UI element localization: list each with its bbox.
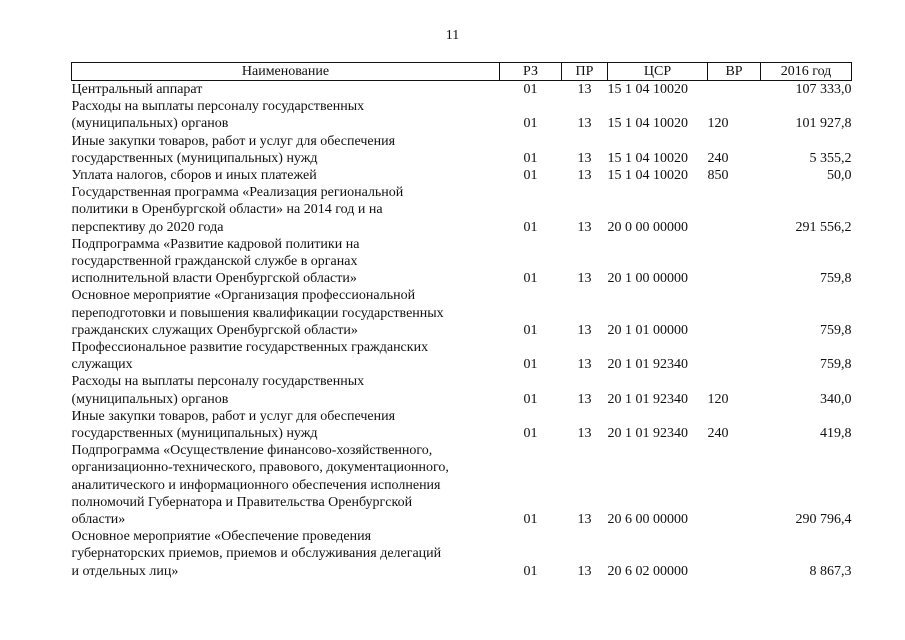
row-name-line: полномочий Губернатора и Правительства Оренбургской <box>71 494 413 510</box>
row-pr: 13 <box>577 322 592 338</box>
row-amount: 759,8 <box>820 322 852 338</box>
row-name-line: Уплата налогов, сборов и иных платежей <box>71 168 317 184</box>
row-name-line: государственных (муниципальных) нужд <box>71 426 318 442</box>
row-rz: 01 <box>523 391 538 407</box>
row-name-line: (муниципальных) органов <box>71 116 229 132</box>
row-amount: 290 796,4 <box>795 512 852 528</box>
row-amount: 340,0 <box>820 391 852 407</box>
row-rz: 01 <box>523 357 538 373</box>
row-csr: 20 6 02 00000 <box>607 563 688 579</box>
row-csr: 20 6 00 00000 <box>607 512 688 528</box>
row-pr: 13 <box>577 426 592 442</box>
row-name <box>72 442 500 528</box>
row-name-line: Профессиональное развитие государственных гражданских <box>71 340 429 356</box>
row-name-line: (муниципальных) органов <box>71 391 229 407</box>
column-header-pr: ПР <box>562 63 608 81</box>
row-vr: 240 <box>707 426 729 442</box>
row-name-line: губернаторских приемов, приемов и обслуживания делегаций <box>71 546 442 562</box>
row-amount: 5 355,2 <box>809 150 852 166</box>
row-csr: 15 1 04 10020 <box>607 116 688 132</box>
row-name-line: Государственная программа «Реализация региональной <box>71 185 404 201</box>
row-name-line: Расходы на выплаты персоналу государственных <box>71 99 365 115</box>
row-csr: 20 1 00 00000 <box>607 271 688 287</box>
row-name-line: переподготовки и повышения квалификации государственных <box>71 305 444 321</box>
row-vr: 120 <box>707 391 729 407</box>
row-name-line: Основное мероприятие «Организация профессиональной <box>71 288 416 304</box>
row-pr: 13 <box>577 116 592 132</box>
table-body <box>72 81 852 580</box>
row-name-line: Основное мероприятие «Обеспечение проведения <box>71 529 372 545</box>
row-csr: 20 1 01 92340 <box>607 391 688 407</box>
row-amount: 759,8 <box>820 271 852 287</box>
row-rz: 01 <box>523 168 538 184</box>
row-rz: 01 <box>523 426 538 442</box>
row-vr: 240 <box>707 150 729 166</box>
row-amount: 107 333,0 <box>795 82 852 97</box>
row-amount: 8 867,3 <box>809 563 852 579</box>
row-amount: 419,8 <box>820 426 852 442</box>
table-row <box>72 184 852 236</box>
row-rz: 01 <box>523 322 538 338</box>
row-amount: 50,0 <box>827 168 852 184</box>
budget-table <box>71 62 852 580</box>
row-name-line: Подпрограмма «Развитие кадровой политики на <box>71 236 360 252</box>
table-row <box>72 81 852 99</box>
row-name <box>72 167 500 184</box>
row-rz: 01 <box>523 512 538 528</box>
row-vr <box>708 442 761 528</box>
row-csr: 20 1 01 92340 <box>607 426 688 442</box>
row-name <box>72 408 500 442</box>
row-name-line: Расходы на выплаты персоналу государственных <box>71 374 365 390</box>
row-pr: 13 <box>577 391 592 407</box>
row-name <box>72 184 500 236</box>
row-csr: 15 1 04 10020 <box>607 168 688 184</box>
row-pr: 13 <box>577 168 592 184</box>
row-name-line: области» <box>71 512 126 528</box>
row-name-line: Иные закупки товаров, работ и услуг для обеспечения <box>71 408 396 424</box>
row-csr: 20 1 01 00000 <box>607 322 688 338</box>
row-name-line: организационно-технического, правового, документационного, <box>71 460 449 476</box>
row-pr: 13 <box>577 150 592 166</box>
row-name <box>72 373 500 407</box>
row-vr: 120 <box>707 116 729 132</box>
row-pr: 13 <box>577 219 592 235</box>
row-name <box>72 339 500 373</box>
row-name <box>72 287 500 339</box>
row-csr: 20 1 01 92340 <box>607 357 688 373</box>
row-vr <box>708 81 761 99</box>
row-name-line: политики в Оренбургской области» на 2014 год и на <box>71 202 383 218</box>
row-name <box>72 81 500 99</box>
row-name <box>72 133 500 167</box>
row-name <box>72 528 500 580</box>
column-header-csr: ЦСР <box>608 63 708 81</box>
table-row <box>72 373 852 407</box>
table-row <box>72 528 852 580</box>
table-row <box>72 167 852 184</box>
row-name-line: перспективу до 2020 года <box>71 219 224 235</box>
table-row <box>72 133 852 167</box>
row-name-line: государственных (муниципальных) нужд <box>71 150 318 166</box>
table-row <box>72 287 852 339</box>
row-name-line: Центральный аппарат <box>71 82 203 97</box>
table-row <box>72 236 852 288</box>
row-rz: 01 <box>523 150 538 166</box>
table-row <box>72 339 852 373</box>
row-vr <box>708 528 761 580</box>
row-name-line: гражданских служащих Оренбургской области» <box>71 322 358 338</box>
row-rz: 01 <box>523 82 538 97</box>
table-header-row <box>72 63 852 81</box>
row-rz: 01 <box>523 563 538 579</box>
row-pr: 13 <box>577 82 592 97</box>
row-rz: 01 <box>523 271 538 287</box>
table-row <box>72 442 852 528</box>
table-row <box>72 408 852 442</box>
page-number: 11 <box>445 28 460 43</box>
row-vr <box>708 236 761 288</box>
row-name <box>72 98 500 132</box>
row-pr: 13 <box>577 357 592 373</box>
row-vr: 850 <box>707 168 729 184</box>
row-amount: 291 556,2 <box>795 219 852 235</box>
column-header-vr: ВР <box>708 63 761 81</box>
column-header-rz: РЗ <box>500 63 562 81</box>
table-row <box>72 98 852 132</box>
row-rz: 01 <box>523 116 538 132</box>
row-pr: 13 <box>577 563 592 579</box>
row-name-line: аналитического и информационного обеспечения исполнения <box>71 477 441 493</box>
row-amount: 759,8 <box>820 357 852 373</box>
row-amount: 101 927,8 <box>795 116 852 132</box>
row-name-line: исполнительной власти Оренбургской области» <box>71 271 357 287</box>
row-name-line: Иные закупки товаров, работ и услуг для обеспечения <box>71 133 396 149</box>
column-header-name: Наименование <box>72 63 500 81</box>
column-header-year: 2016 год <box>761 63 852 81</box>
row-csr: 15 1 04 10020 <box>607 82 688 97</box>
row-name-line: и отдельных лиц» <box>71 563 179 579</box>
row-csr: 15 1 04 10020 <box>607 150 688 166</box>
row-rz: 01 <box>523 219 538 235</box>
row-vr <box>708 339 761 373</box>
row-pr: 13 <box>577 512 592 528</box>
row-pr: 13 <box>577 271 592 287</box>
row-name-line: служащих <box>71 357 133 373</box>
row-name-line: государственной гражданской службе в органах <box>71 254 358 270</box>
row-csr: 20 0 00 00000 <box>607 219 688 235</box>
row-name <box>72 236 500 288</box>
row-vr <box>708 287 761 339</box>
row-name-line: Подпрограмма «Осуществление финансово-хозяйственного, <box>71 443 433 459</box>
row-vr <box>708 184 761 236</box>
